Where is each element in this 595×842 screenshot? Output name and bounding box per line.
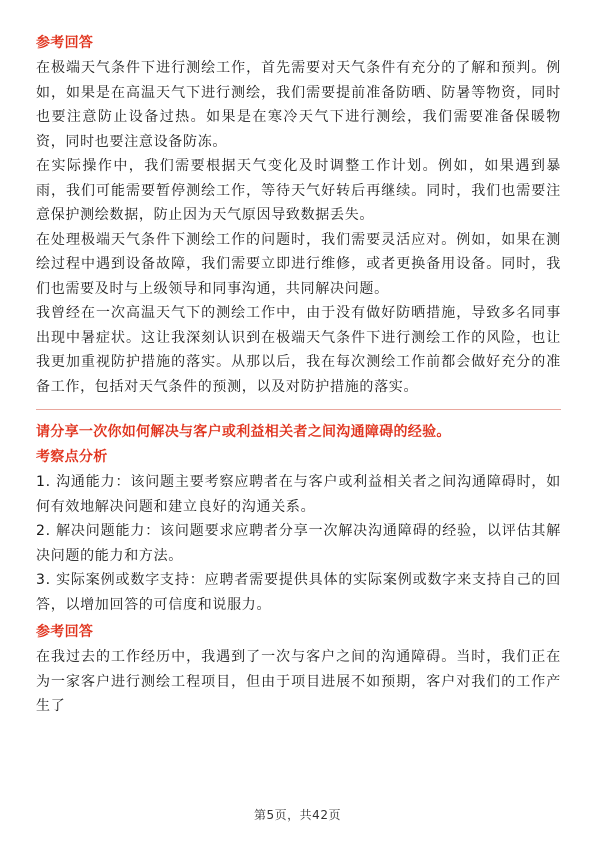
page-content	[36, 34, 561, 719]
section-heading: 考察点分析	[36, 449, 108, 465]
answer-paragraph: 在极端天气条件下进行测绘工作，首先需要对天气条件有充分的了解和预判。例如，如果是在高温天气下进行测绘，我们需要提前准备防晒、防暑等物资，同时也要注意防止设备过热。如果是在寒冷天气下进行测绘，我们需要准备保暖物资，同时也要注意设备防冻。	[36, 60, 561, 150]
analysis-point: 2. 解决问题能力：该问题要求应聘者分享一次解决沟通障碍的经验，以评估其解决问题的能力和方法。	[36, 523, 561, 564]
answer-paragraph: 在实际操作中，我们需要根据天气变化及时调整工作计划。例如，如果遇到暴雨，我们可能需要暂停测绘工作，等待天气好转后再继续。同时，我们也需要注意保护测绘数据，防止因为天气原因导致数据丢失。	[36, 158, 561, 223]
analysis-section	[36, 448, 561, 617]
analysis-point: 1. 沟通能力：该问题主要考察应聘者在与客户或利益相关者之间沟通障碍时，如何有效地解决问题和建立良好的沟通关系。	[36, 474, 561, 515]
answer-paragraph: 在我过去的工作经历中，我遇到了一次与客户之间的沟通障碍。当时，我们正在为一家客户进行测绘工程项目，但由于项目进展不如预期，客户对我们的工作产生了	[36, 649, 561, 714]
answer-section-1	[36, 34, 561, 399]
answer-section-2	[36, 623, 561, 719]
answer-paragraph: 在处理极端天气条件下测绘工作的问题时，我们需要灵活应对。例如，如果在测绘过程中遇到设备故障，我们需要立即进行维修，或者更换备用设备。同时，我们也需要及时与上级领导和同事沟通，共同解决问题。	[36, 231, 561, 297]
section-divider	[36, 409, 561, 410]
page-number-footer: 第5页，共42页	[254, 808, 341, 822]
interview-question: 请分享一次你如何解决与客户或利益相关者之间沟通障碍的经验。	[36, 424, 451, 440]
section-heading: 参考回答	[36, 35, 94, 51]
answer-paragraph: 我曾经在一次高温天气下的测绘工作中，由于没有做好防晒措施，导致多名同事出现中暑症状。这让我深刻认识到在极端天气条件下进行测绘工作的风险，也让我更加重视防护措施的落实。从那以后，我在每次测绘工作前都会做好充分的准备工作，包括对天气条件的预测，以及对防护措施的落实。	[36, 305, 561, 395]
analysis-point: 3. 实际案例或数字支持：应聘者需要提供具体的实际案例或数字来支持自己的回答，以增加回答的可信度和说服力。	[36, 572, 561, 613]
section-heading: 参考回答	[36, 624, 94, 640]
